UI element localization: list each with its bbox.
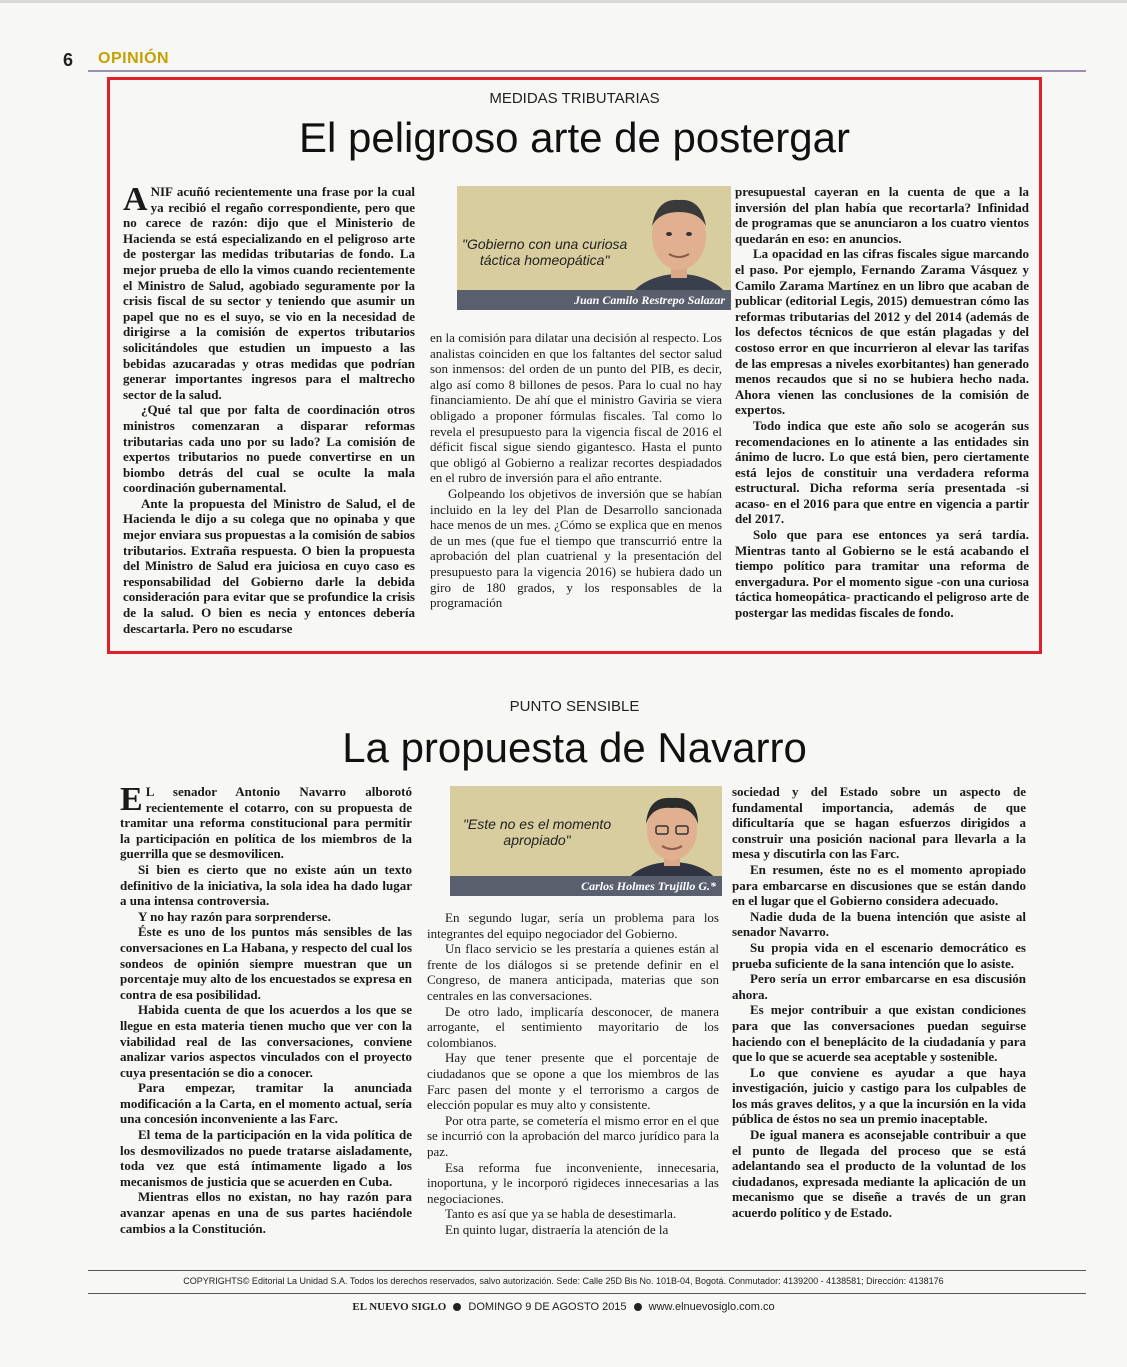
paragraph: De otro lado, implicaría desconocer, de manera arrogante, el sentimiento mayoritario de los colombianos. <box>427 1003 719 1050</box>
paragraph: Todo indica que este año solo se acogerán sus recomendaciones en lo atinente a las entidades sin ánimo de lucro. Lo que está bien, pero ciertamente está lejos de constituir una verdadera reforma estructural. Dicha reforma sería presentada -si acaso- en el 2016 para que entre en vigencia a partir del 2017. <box>735 417 1029 527</box>
paragraph: Su propia vida en el escenario democrático es prueba suficiente de la sana intención que lo asiste. <box>732 939 1026 971</box>
pullquote-text: "Este no es el momento apropiado" <box>462 816 612 848</box>
article-medidas-tributarias <box>107 77 1042 654</box>
publication-date: DOMINGO 9 DE AGOSTO 2015 <box>468 1301 627 1313</box>
paragraph: Es mejor contribuir a que existan condiciones para que las conversaciones puedan seguirse haciendo con el beneplácito de la ciudadanía y para que lo que se acuerde sea aceptable y sostenible. <box>732 1002 1026 1065</box>
paragraph: Tanto es así que ya se habla de desestimarla. <box>445 1206 677 1222</box>
pullquote-text: "Gobierno con una curiosa táctica homeopática" <box>462 236 628 268</box>
copyright-line: COPYRIGHTS© Editorial La Unidad S.A. Todos los derechos reservados, salvo autorización. Sede: Calle 25D Bis No. 101B-04, Bogotá. Conmutador: 4139200 - 4138581; Dirección: 4138176 <box>183 1276 944 1286</box>
paragraph: en la comisión para dilatar una decisión al respecto. Los analistas coinciden en que los faltantes del sector salud son inmensos: del orden de un punto del PIB, es decir, algo así como 8 billones de pesos. Para lo cual no hay financiamiento. De ahí que el ministro Gaviria se viera obligado a proponer fórmulas fiscales. Tal como lo revela el presupuesto para la vigencia fiscal de 2016 el déficit fiscal sigue siendo gigantesco. Hasta el punto que obligó al Gobierno a realizar recortes despiadados en el rubro de inversión para el año entrante. <box>430 330 722 486</box>
bullet-icon <box>453 1303 461 1311</box>
page-number: 6 <box>63 50 74 70</box>
paragraph: Ante la propuesta del Ministro de Salud, el de Hacienda le dijo a su colega que no opinaba y que mejor enviara sus propuestas a la comisión de sabios tributarios. Extraña respuesta. O bien la propuesta del Ministro de Salud era juiciosa en cuyo caso es responsabilidad del Gobierno darle la debida consideración para evitar que se profundice la crisis de la salud. O bien es necia y entonces debería descartarla. Pero no escudarse <box>123 495 415 636</box>
article-column-1 <box>120 781 412 1236</box>
article-headline: El peligroso arte de postergar <box>299 114 850 161</box>
website-link[interactable]: www.elnuevosiglo.com.co <box>648 1301 775 1313</box>
paragraph: En resumen, éste no es el momento apropiado para embarcarse en discusiones que se están dando en el lugar que el Gobierno considera adecuado. <box>732 861 1026 909</box>
article-column-3 <box>735 184 1029 621</box>
paragraph: El tema de la participación en la vida política de los desmovilizados no puede tratarse aisladamente, toda vez que está íntimamente ligado a los mecanismos de justicia que se acuerden en Cuba. <box>120 1127 412 1189</box>
article-column-2 <box>427 910 719 1237</box>
section-name: OPINIÓN <box>98 50 170 67</box>
paragraph: Para empezar, tramitar la anunciada modificación a la Carta, en el momento actual, sería una concesión inconveniente a las Farc. <box>120 1080 412 1127</box>
paragraph: En quinto lugar, distraería la atención de la <box>445 1221 669 1237</box>
paragraph: Mientras ellos no existan, no hay razón para avanzar apenas en una de sus partes haciéndole cambios a la Constitución. <box>120 1189 412 1236</box>
paragraph: Por otra parte, se cometería el mismo error en el que se incurrió con la aprobación del marco jurídico para la paz. <box>427 1112 719 1159</box>
dropcap: A <box>123 181 148 218</box>
section-rule <box>88 70 1086 72</box>
paragraph <box>123 181 415 402</box>
author-byline: Carlos Holmes Trujillo G.* <box>450 876 722 896</box>
paragraph: Y no hay razón para sorprenderse. <box>138 908 331 924</box>
paragraph: Golpeando los objetivos de inversión que se habían incluido en la ley del Plan de Desarrollo sancionada hace menos de un mes. ¿Cómo se explica que en menos de un mes (que fue el tiempo que transcurrió entre la aprobación del plan cuatrienal y la presentación del presupuesto para la vigencia 2016) se hubiera dado un giro de 180 grados, y los responsables de la programación <box>430 485 722 611</box>
paragraph: sociedad y del Estado sobre un aspecto de fundamental importancia, además de que dificultaría que se hagan esfuerzos dirigidos a construir una posición nacional para llevarla a la mesa y discutirla con las Farc. <box>732 784 1026 862</box>
paragraph: De igual manera es aconsejable contribuir a que el punto de llegada del proceso que se está adelantando sea el producto de la voluntad de los ciudadanos, expresada mediante la aplicación de un mecanismo que se diseñe a través de un gran acuerdo político y de Estado. <box>732 1127 1026 1221</box>
article-headline: La propuesta de Navarro <box>342 724 807 771</box>
top-rule <box>0 0 1127 3</box>
paragraph: La opacidad en las cifras fiscales sigue marcando el paso. Por ejemplo, Fernando Zarama Vásquez y Camilo Zarama Martínez en un libro que acaban de publicar (editorial Legis, 2015) demuestran cómo las reformas tributarias del 2012 y del 2014 (además de los defectos técnicos de que están plagadas y del costoso error en que incurrieron al elevar las tarifas de las empresas a niveles exorbitantes) han generado menos recaudos que si no se hubiera hecho nada. Ahora vienen las conclusiones de la comisión de expertos. <box>735 246 1029 418</box>
author-byline: Juan Camilo Restrepo Salazar <box>457 290 731 310</box>
paragraph: Lo que conviene es ayudar a que haya investigación, juicio y castigo para los culpables de los más graves delitos, y a que la incursión en la vida pública de éstos no sea un premio inaceptable. <box>732 1064 1026 1127</box>
paragraph: presupuestal cayeran en la cuenta de que a la inversión del plan había que recortarla? Infinidad de programas que se anunciaron a los cuatro vientos quedarán en eso: en anuncios. <box>735 184 1029 246</box>
paragraph: Habida cuenta de que los acuerdos a los que se llegue en esta materia tienen mucho que ver con la viabilidad real de las conversaciones, conviene analizar varios aspectos vinculados con el proyecto cuya presentación se dio a conocer. <box>120 1002 412 1080</box>
author-portrait <box>622 790 722 876</box>
pullquote-box <box>457 186 731 310</box>
paragraph: Hay que tener presente que el porcentaje de ciudadanos que se opone a que los miembros de las Farc pasen del monte y el terrorismo a cargos de elección popular es muy alto y consistente. <box>427 1050 719 1113</box>
footer-publication-line <box>0 1301 1127 1313</box>
paragraph: ¿Qué tal que por falta de coordinación otros ministros comenzaran a disparar reformas tributarias cada uno por su lado? La comisión de expertos tributarios no puede convertirse en un biombo detrás del cual se oculte la mala coordinación gubernamental. <box>123 402 415 496</box>
article-column-2 <box>430 330 722 611</box>
paragraph-text: L senador Antonio Navarro alborotó recientemente el cotarro, con su propuesta de tramitar una reforma constitucional para permitir la participación en política de los miembros de la guerrilla que se desmovilicen. <box>120 784 412 862</box>
footer-rule-top <box>88 1270 1086 1271</box>
article-punto-sensible <box>107 690 1042 1250</box>
article-kicker: MEDIDAS TRIBUTARIAS <box>489 90 660 107</box>
newspaper-name: EL NUEVO SIGLO <box>352 1301 447 1313</box>
paragraph-text: NIF acuñó recientemente una frase por la cual ya recibió el regaño correspondiente, pero que no carece de razón: dijo que el Ministerio de Hacienda se está especializando en el peligroso arte de postergar las medidas tributarias de fondo. La mejor prueba de ello la vimos cuando recientemente el Ministro de Salud, agobiado seguramente por la crisis fiscal de su sector y teniendo que asumir un papel que no es el suyo, se vio en la necesidad de dirigirse a la comisión de expertos tributarios solicitándoles que estudien un impuesto a las bebidas azucaradas y otras medidas que podrían generar importantes ingresos para el maltrecho sector de la salud. <box>123 184 415 402</box>
footer-rule-bottom <box>88 1293 1086 1294</box>
paragraph <box>120 781 412 862</box>
pullquote-box <box>450 786 722 896</box>
paragraph: Esa reforma fue inconveniente, innecesaria, inoportuna, y le incorporó rigideces innecesarias a las negociaciones. <box>427 1159 719 1206</box>
paragraph: Éste es uno de los puntos más sensibles de las conversaciones en La Habana, y respecto del cual los sondeos de opinión siempre muestran que un porcentaje muy alto de los encuestados se expresa en contra de esa posibilidad. <box>120 924 412 1002</box>
author-portrait <box>627 190 731 290</box>
article-column-3 <box>732 784 1026 1221</box>
paragraph: Pero sería un error embarcarse en esa discusión ahora. <box>732 971 1026 1002</box>
bullet-icon <box>634 1303 642 1311</box>
dropcap: E <box>120 781 143 818</box>
paragraph: Nadie duda de la buena intención que asiste al senador Navarro. <box>732 908 1026 940</box>
article-column-1 <box>123 181 415 636</box>
paragraph: Solo que para ese entonces ya será tardía. Mientras tanto al Gobierno se le está acabando el tiempo político para tramitar una reforma de envergadura. Por el momento sigue -con una curiosa táctica homeopática- practicando el peligroso arte de postergar las medidas fiscales de fondo. <box>735 527 1029 621</box>
article-kicker: PUNTO SENSIBLE <box>509 698 640 715</box>
paragraph: Un flaco servicio se les prestaría a quienes están al frente de los diálogos si se pretende definir en el Congreso, de manera anticipada, materias que son centrales en las conversaciones. <box>427 941 719 1003</box>
paragraph: En segundo lugar, sería un problema para los integrantes del equipo negociador del Gobierno. <box>427 910 719 941</box>
paragraph: Si bien es cierto que no existe aún un texto definitivo de la iniciativa, la sola idea ha dado lugar a una intensa controversia. <box>120 861 412 909</box>
